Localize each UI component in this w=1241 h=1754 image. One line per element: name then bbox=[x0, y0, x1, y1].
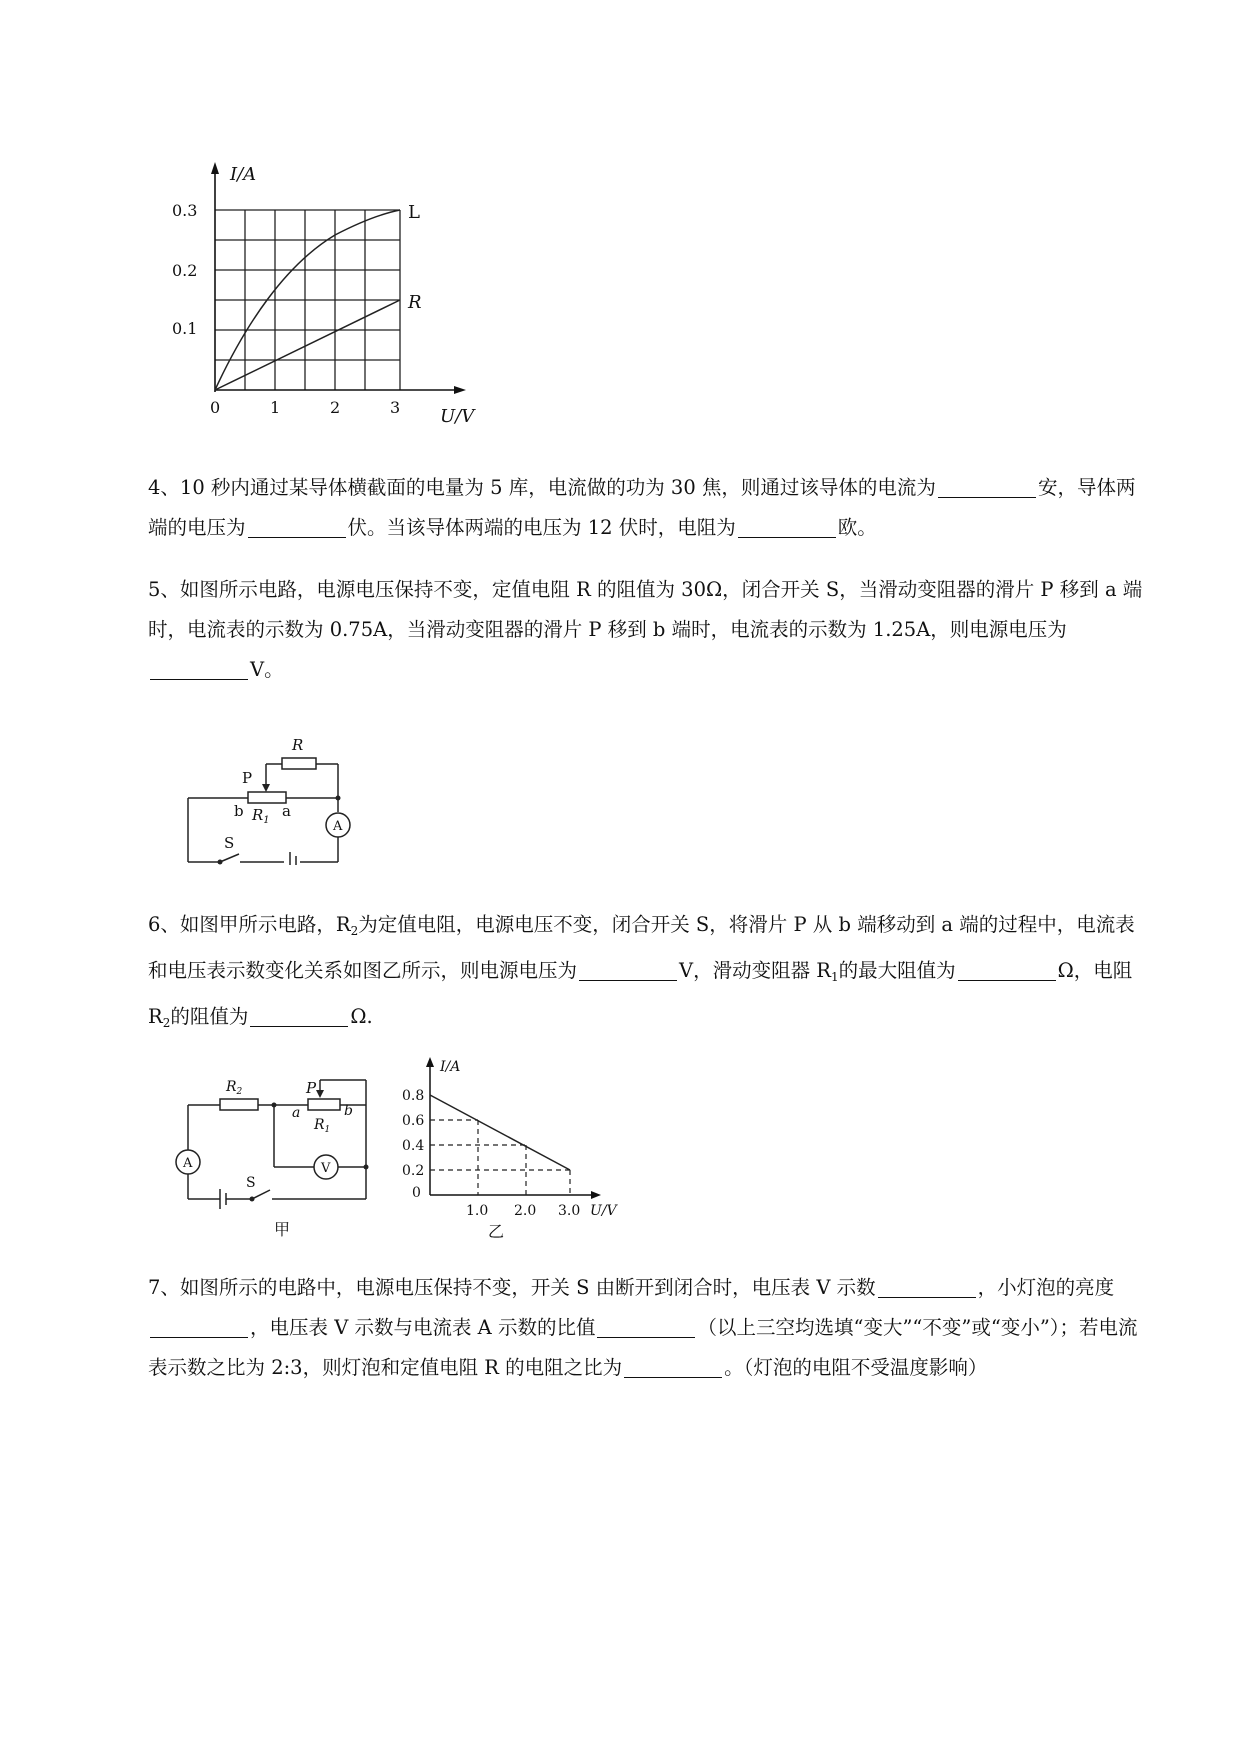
x-tick: 2 bbox=[330, 398, 341, 417]
figure-caption: 乙 bbox=[488, 1222, 505, 1240]
answer-blank[interactable] bbox=[738, 515, 836, 538]
terminal-a-label: a bbox=[292, 1105, 301, 1121]
resistor-r-label: R bbox=[292, 736, 304, 754]
y-axis-label: I/A bbox=[230, 164, 257, 185]
rheostat-r1-label: $R_1$ bbox=[252, 806, 270, 826]
x-tick: 3.0 bbox=[558, 1203, 581, 1219]
y-tick: 0 bbox=[412, 1185, 421, 1201]
ammeter-label: A bbox=[333, 819, 343, 834]
terminal-b-label: b bbox=[234, 802, 244, 820]
answer-blank[interactable] bbox=[624, 1355, 722, 1378]
y-axis-label: I/A bbox=[440, 1059, 461, 1075]
answer-blank[interactable] bbox=[958, 958, 1056, 981]
guide-lines bbox=[430, 1120, 570, 1195]
line-r bbox=[215, 300, 400, 390]
y-tick: 0.6 bbox=[402, 1113, 425, 1129]
iu-graph bbox=[170, 160, 490, 435]
x-tick: 3 bbox=[390, 398, 401, 417]
switch-label: S bbox=[246, 1175, 256, 1191]
slider-p-label: P bbox=[306, 1079, 317, 1097]
terminal-a-label: a bbox=[282, 802, 291, 820]
answer-blank[interactable] bbox=[150, 1315, 248, 1338]
slider-p-label: P bbox=[242, 769, 253, 787]
question-5: 5、如图所示电路，电源电压保持不变，定值电阻 R 的阻值为 30Ω，闭合开关 S，当滑动变阻器的滑片 P 移到 a 端时，电流表的示数为 0.75A，当滑动变阻器的滑片 P 移到 b 端时，电流表的示数为 1.25A，则电源电压为V。 bbox=[148, 578, 1143, 681]
rheostat-r1-label: $R_1$ bbox=[314, 1117, 331, 1135]
y-tick: 0.2 bbox=[402, 1163, 425, 1179]
circuit-jia bbox=[170, 1075, 385, 1245]
x-tick: 1 bbox=[270, 398, 281, 417]
data-line bbox=[430, 1095, 570, 1170]
answer-blank[interactable] bbox=[150, 657, 248, 680]
answer-blank[interactable] bbox=[250, 1004, 348, 1027]
y-tick: 0.4 bbox=[402, 1138, 425, 1154]
ammeter-label: A bbox=[183, 1156, 193, 1171]
answer-blank[interactable] bbox=[597, 1315, 695, 1338]
graph-grid bbox=[215, 210, 400, 390]
iu-graph-yi bbox=[398, 1055, 628, 1240]
x-tick: 2.0 bbox=[514, 1203, 537, 1219]
answer-blank[interactable] bbox=[248, 515, 346, 538]
question-7: 7、如图所示的电路中，电源电压保持不变，开关 S 由断开到闭合时，电压表 V 示数 ，小灯泡的亮度，电压表 V 示数与电流表 A 示数的比值 （以上三空均选填“变大”“不变”或“变小”）；若电流表示数之比为 2:3，则灯泡和定值电阻 R 的电阻之比为 。（灯泡的电阻不受温度影响） bbox=[148, 1276, 1138, 1379]
y-tick: 0.1 bbox=[172, 319, 198, 338]
x-axis-label: U/V bbox=[440, 406, 475, 427]
y-tick: 0.2 bbox=[172, 261, 198, 280]
answer-blank[interactable] bbox=[878, 1275, 976, 1298]
terminal-b-label: b bbox=[344, 1103, 353, 1119]
x-axis-label: U/V bbox=[590, 1203, 617, 1219]
voltmeter-label: V bbox=[321, 1161, 331, 1176]
line-r-label: R bbox=[408, 292, 422, 313]
x-tick: 0 bbox=[210, 398, 221, 417]
resistor-r2-label: $R_2$ bbox=[226, 1079, 243, 1097]
answer-blank[interactable] bbox=[938, 475, 1036, 498]
y-tick: 0.3 bbox=[172, 201, 198, 220]
curve-l-label: L bbox=[408, 202, 420, 223]
question-6: 6、如图甲所示电路，$R_2$为定值电阻，电源电压不变，闭合开关 S，将滑片 P 从 b 端移动到 a 端的过程中，电流表和电压表示数变化关系如图乙所示，则电源电压为 V，滑动变阻器 $R_1$的最大阻值为 Ω，电阻 $R_2$的阻值为 Ω. bbox=[148, 913, 1135, 1030]
y-tick: 0.8 bbox=[402, 1088, 425, 1104]
circuit-q5 bbox=[180, 730, 370, 865]
x-tick: 1.0 bbox=[466, 1203, 489, 1219]
answer-blank[interactable] bbox=[579, 958, 677, 981]
switch-label: S bbox=[224, 834, 235, 852]
figure-caption: 甲 bbox=[274, 1220, 291, 1239]
question-4: 4、10 秒内通过某导体横截面的电量为 5 库，电流做的功为 30 焦，则通过该导体的电流为 安，导体两端的电压为 伏。当该导体两端的电压为 12 伏时，电阻为 欧。 bbox=[148, 476, 1136, 539]
